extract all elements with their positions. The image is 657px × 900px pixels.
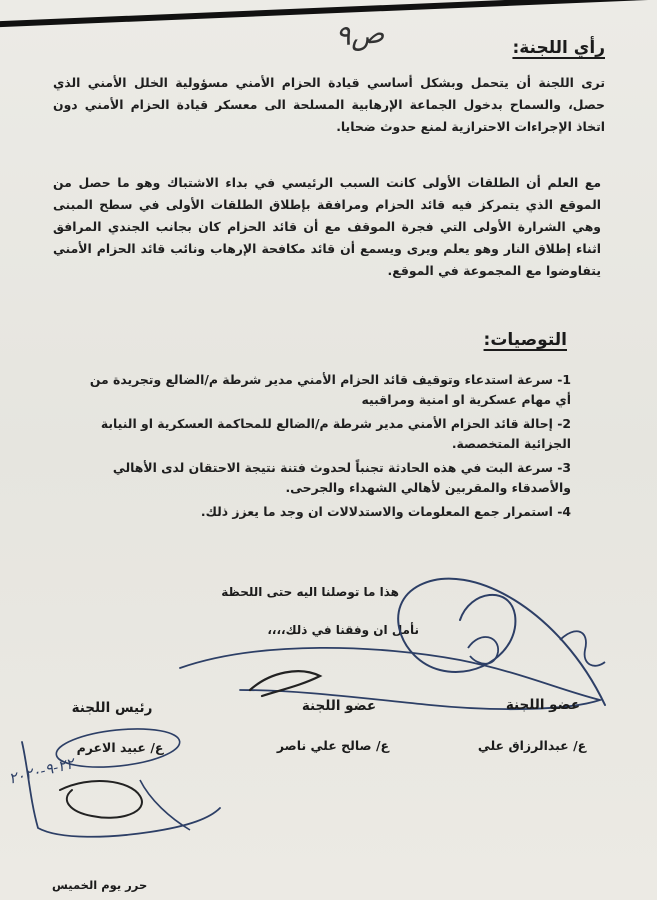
footer-note: حرر يوم الخميس: [52, 878, 148, 892]
recommendation-item: 4- استمرار جمع المعلومات والاستدلالات ان وجد ما يعزز ذلك.: [200, 504, 571, 519]
closing-line-2: نأمل ان وفقنا في ذلك،،،،: [267, 623, 419, 637]
signatory-title-2: عضو اللجنة: [301, 698, 377, 714]
signatory-title-3: رئيس اللجنة: [71, 700, 153, 716]
recommendation-item: 3- سرعة البت في هذه الحادثة تجنباً لحدوث فتنة نتيجة الاحتقان لدى الأهالي والأصدقاء والمقربين لأهالي الشهداء والجرحى.: [112, 460, 571, 495]
recommendations-heading: التوصيات:: [483, 330, 567, 350]
closing-line-1: هذا ما توصلنا اليه حتى اللحظة: [221, 585, 399, 599]
opinion-heading: رأي اللجنة:: [512, 38, 605, 58]
recommendation-item: 1- سرعة استدعاء وتوقيف قائد الحزام الأمني مدير شرطة م/الضالع وتجريدة من أي مهام عسكرية او امنية ومراقبيه: [89, 372, 571, 407]
recommendation-item: 2- إحالة قائد الحزام الأمني مدير شرطة م/الضالع للمحاكمة العسكرية او النيابة الجزائية المتخصصة.: [100, 416, 571, 451]
signatory-name-2: ع/ صالح علي ناصر: [276, 738, 390, 753]
signatory-name-1: ع/ عبدالرزاق علي: [477, 738, 587, 753]
signatory-name-3: ع/ عبيد الاعرم: [76, 740, 164, 755]
handwritten-page-number: ص٩: [334, 16, 386, 53]
opinion-paragraph-1: ترى اللجنة أن يتحمل وبشكل أساسي قيادة الحزام الأمني مسؤولية الخلل الأمني الذي حصل، والسماح بدخول الجماعة الإرهابية المسلحة الى معسكر قيادة الحزام الأمني دون اتخاذ الإجراءات الاحترازية لمنع حدوث ضحايا.: [53, 75, 605, 134]
handwritten-date: ٢٢-٩-٢٠٢٠: [6, 754, 76, 788]
opinion-paragraph-2: مع العلم أن الطلقات الأولى كانت السبب الرئيسي في بداء الاشتباك وهو ما حصل من الموقع الذي يتمركز فيه قائد الحزام ومرافقة بإطلاق الطلقات الأولى في سطح المبنى وهي الشرارة الأولى التي فجرة الموقف مع أن قائد الحزام كان بجانب الجندي المرافق اثناء إطلاق النار وهو يعلم ويرى ويسمع أن قائد مكافحة الإرهاب ونائب قائد الحزام الأمني يتفاوضوا مع المجموعة في الموقع.: [53, 175, 601, 278]
signatory-title-1: عضو اللجنة: [505, 697, 581, 713]
